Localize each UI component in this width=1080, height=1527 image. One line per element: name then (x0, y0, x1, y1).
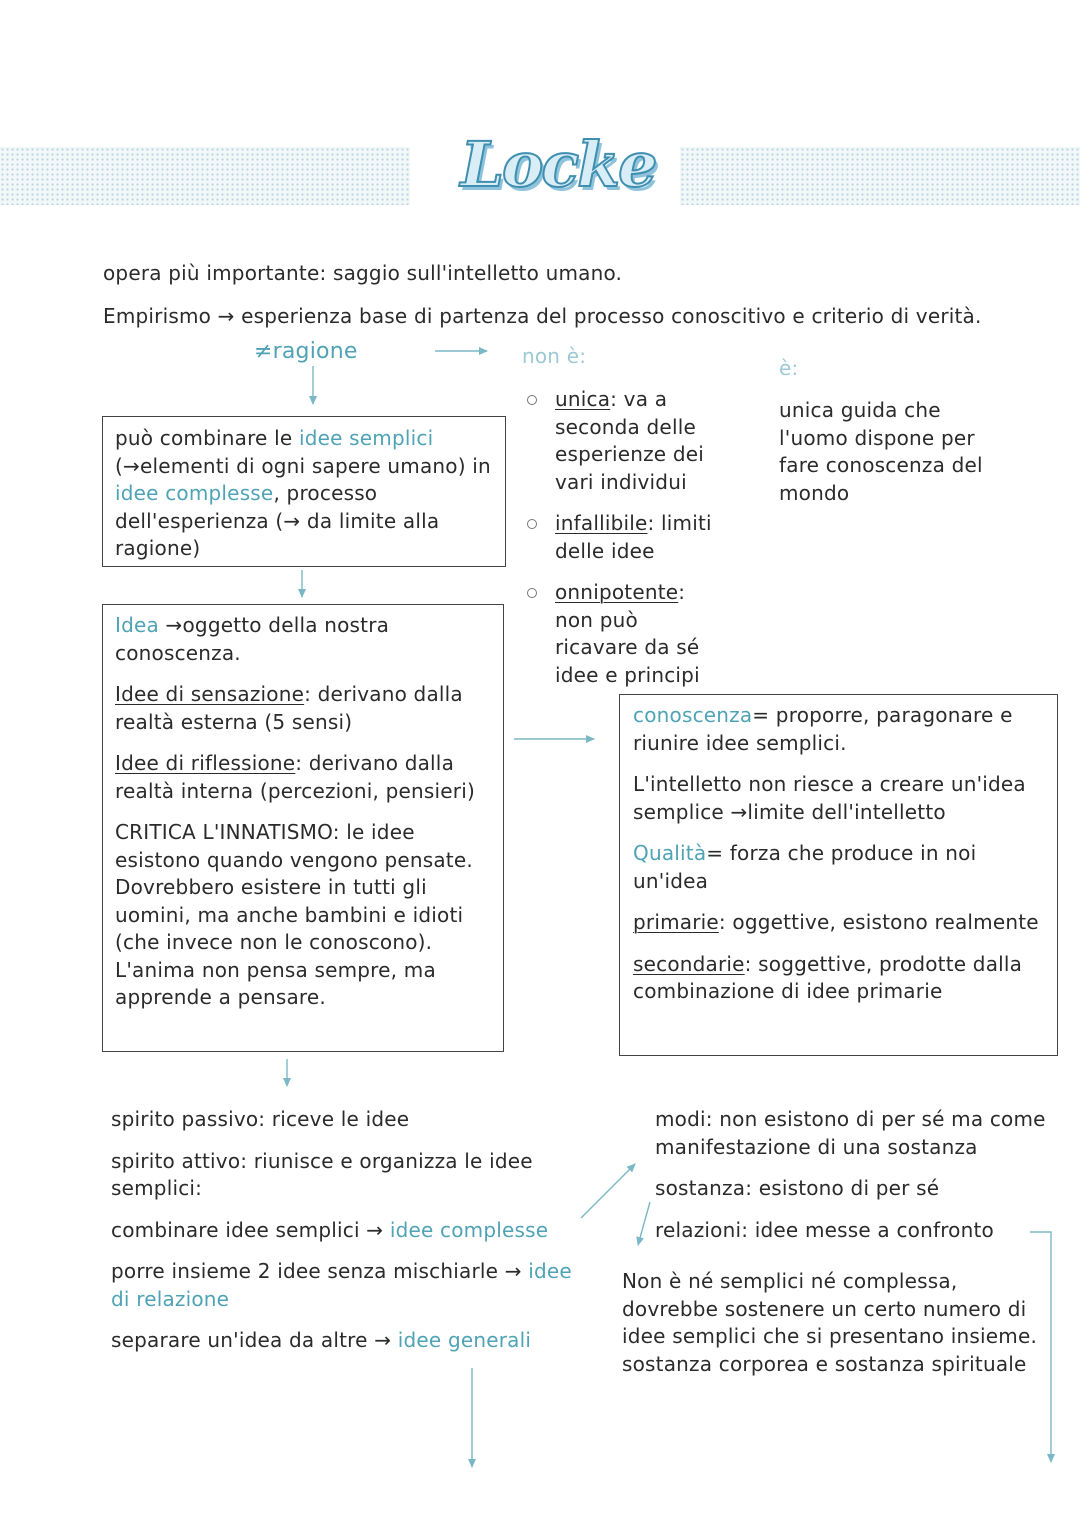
arrow-relazioni-down (1030, 1232, 1051, 1462)
arrow-to-modi (581, 1164, 635, 1218)
non-e-heading: non è: (522, 344, 587, 368)
qualita-secondarie: secondarie: soggettive, prodotte dalla combinazione di idee primarie (633, 951, 1023, 1003)
porre-line: porre insieme 2 idee senza mischiarle → idee di relazione (111, 1259, 572, 1311)
sostanza-note: Non è né semplici né complessa, dovrebbe sostenere un certo numero di idee semplici che si presentano insieme. sostanza corporea e sostanza spirituale (622, 1269, 1038, 1376)
list-item: infallibile: limiti delle idee (522, 510, 717, 565)
idea-definition: Idea →oggetto della nostra conoscenza. (115, 613, 390, 665)
sostanza-line: sostanza: esistono di per sé (655, 1176, 940, 1200)
page-title: Locke (460, 128, 656, 201)
box-combinare: può combinare le idee semplici (→elementi di ogni sapere umano) in idee complesse, processo dell'esperienza (→ da limite alla ragione) (102, 416, 506, 567)
critica-innatismo: CRITICA L'INNATISMO: le idee esistono quando vengono pensate. Dovrebbero esistere in tutti gli uomini, ma anche bambini e idioti (che invece non le conoscono). L'anima non pensa sempre, ma apprende a pensare. (115, 820, 473, 1009)
qualita-primarie: primarie: oggettive, esistono realmente (633, 910, 1039, 934)
e-heading: è: (779, 356, 799, 380)
list-item: unica: va a seconda delle esperienze dei vari individui (522, 386, 717, 496)
separare-line: separare un'idea da altre → idee generali (111, 1328, 532, 1352)
empirismo-line: Empirismo → esperienza base di partenza del processo conoscitivo e criterio di verità. (103, 304, 982, 328)
qualita-definition: Qualità= forza che produce in noi un'idea (633, 841, 977, 893)
arrow-to-nonsemplici (638, 1202, 650, 1245)
opera-line: opera più importante: saggio sull'intelletto umano. (103, 261, 623, 285)
e-text: unica guida che l'uomo dispone per fare conoscenza del mondo (779, 398, 983, 505)
relazioni-line: relazioni: idee messe a confronto (655, 1218, 994, 1242)
conoscenza-definition: conoscenza= proporre, paragonare e riunire idee semplici. (633, 703, 1013, 755)
spirito-passivo: spirito passivo: riceve le idee (111, 1107, 410, 1131)
idee-riflessione: Idee di riflessione: derivano dalla realtà interna (percezioni, pensieri) (115, 751, 475, 803)
idee-sensazione: Idee di sensazione: derivano dalla realtà esterna (5 sensi) (115, 682, 463, 734)
intelletto-limite: L'intelletto non riesce a creare un'idea semplice →limite dell'intelletto (633, 772, 1026, 824)
combinare-line: combinare idee semplici → idee complesse (111, 1217, 549, 1242)
modi-line: modi: non esistono di per sé ma come manifestazione di una sostanza (655, 1107, 1046, 1159)
list-item: onnipotente: non può ricavare da sé idee e principi (522, 579, 717, 689)
spirito-attivo: spirito attivo: riunisce e organizza le idee semplici: (111, 1148, 533, 1200)
ragione-label: ≠ragione (254, 339, 358, 364)
